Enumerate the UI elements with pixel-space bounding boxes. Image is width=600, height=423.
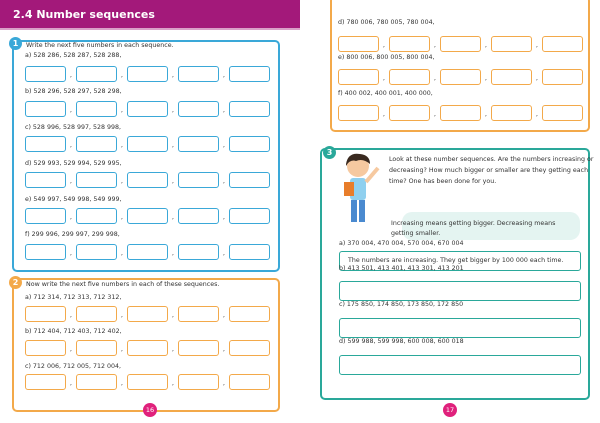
comma-separator: , xyxy=(172,72,174,79)
tip-line: Increasing means getting bigger. Decreasing means xyxy=(391,220,556,227)
answer-box[interactable] xyxy=(76,172,117,188)
answer-box[interactable] xyxy=(25,101,66,117)
answer-box[interactable] xyxy=(25,306,66,322)
answer-box[interactable] xyxy=(178,244,219,260)
comma-separator: , xyxy=(383,75,385,82)
sequence-label: d) 599 988, 599 998, 600 008, 600 018 xyxy=(339,338,464,345)
comma-separator: , xyxy=(434,111,436,118)
answer-field[interactable] xyxy=(339,355,581,375)
sequence-label: f) 400 002, 400 001, 400 000, xyxy=(338,90,433,97)
answer-box[interactable] xyxy=(127,66,168,82)
answer-box[interactable] xyxy=(338,69,379,85)
comma-separator: , xyxy=(172,214,174,221)
question-3-instruction xyxy=(389,154,593,187)
sequence-label: d) 529 993, 529 994, 529 995, xyxy=(25,160,122,167)
answer-box[interactable] xyxy=(25,172,66,188)
comma-separator: , xyxy=(70,142,72,149)
boy-character-illustration xyxy=(338,152,383,227)
page-number-left: 16 xyxy=(143,403,157,417)
comma-separator: , xyxy=(70,380,72,387)
comma-separator: , xyxy=(485,111,487,118)
answer-box[interactable] xyxy=(25,340,66,356)
instruction-line: Look at these number sequences. Are the numbers increasing or xyxy=(389,156,594,163)
answer-box[interactable] xyxy=(25,66,66,82)
answer-box[interactable] xyxy=(338,105,379,121)
answer-box[interactable] xyxy=(25,208,66,224)
sequence-label: a) 712 314, 712 313, 712 312, xyxy=(25,294,122,301)
answer-box[interactable] xyxy=(178,136,219,152)
comma-separator: , xyxy=(223,178,225,185)
answer-box[interactable] xyxy=(229,340,270,356)
answer-box[interactable] xyxy=(178,306,219,322)
comma-separator: , xyxy=(172,178,174,185)
sequence-label: e) 549 997, 549 998, 549 999, xyxy=(25,196,122,203)
comma-separator: , xyxy=(172,142,174,149)
sequence-label: c) 712 006, 712 005, 712 004, xyxy=(25,363,122,370)
comma-separator: , xyxy=(172,250,174,257)
sequence-label: a) 370 004, 470 004, 570 004, 670 004 xyxy=(339,240,464,247)
comma-separator: , xyxy=(223,107,225,114)
answer-text: The numbers are increasing. They get bigger by 100 000 each time. xyxy=(348,257,564,264)
answer-box[interactable] xyxy=(229,136,270,152)
answer-box[interactable] xyxy=(76,101,117,117)
comma-separator: , xyxy=(223,380,225,387)
answer-box[interactable] xyxy=(76,244,117,260)
answer-box[interactable] xyxy=(127,101,168,117)
comma-separator: , xyxy=(485,42,487,49)
comma-separator: , xyxy=(70,250,72,257)
answer-box[interactable] xyxy=(178,208,219,224)
answer-box[interactable] xyxy=(25,136,66,152)
comma-separator: , xyxy=(536,111,538,118)
sequence-label: b) 528 296, 528 297, 528 298, xyxy=(25,88,122,95)
answer-box[interactable] xyxy=(542,69,583,85)
sequence-label: b) 712 404, 712 403, 712 402, xyxy=(25,328,122,335)
answer-box[interactable] xyxy=(76,306,117,322)
question-2-number: 2 xyxy=(9,276,22,289)
comma-separator: , xyxy=(172,380,174,387)
answer-box[interactable] xyxy=(389,105,430,121)
answer-box[interactable] xyxy=(76,340,117,356)
question-2-instruction: Now write the next five numbers in each of these sequences. xyxy=(26,281,220,288)
tip-text xyxy=(391,219,555,239)
answer-box[interactable] xyxy=(76,136,117,152)
answer-box[interactable] xyxy=(229,172,270,188)
comma-separator: , xyxy=(485,75,487,82)
sequence-label: a) 528 286, 528 287, 528 288, xyxy=(25,52,122,59)
answer-box[interactable] xyxy=(127,374,168,390)
answer-box[interactable] xyxy=(25,244,66,260)
answer-box[interactable] xyxy=(229,101,270,117)
answer-box[interactable] xyxy=(338,36,379,52)
comma-separator: , xyxy=(172,312,174,319)
answer-box[interactable] xyxy=(127,244,168,260)
answer-box[interactable] xyxy=(127,306,168,322)
comma-separator: , xyxy=(70,178,72,185)
answer-box[interactable] xyxy=(440,105,481,121)
answer-box[interactable] xyxy=(76,374,117,390)
comma-separator: , xyxy=(434,42,436,49)
answer-box[interactable] xyxy=(229,66,270,82)
comma-separator: , xyxy=(172,107,174,114)
question-3-number: 3 xyxy=(323,146,336,159)
answer-box[interactable] xyxy=(440,36,481,52)
instruction-line: time? One has been done for you. xyxy=(389,178,497,185)
answer-box[interactable] xyxy=(491,69,532,85)
answer-field[interactable] xyxy=(339,281,581,301)
sequence-label: f) 299 996, 299 997, 299 998, xyxy=(25,231,120,238)
answer-box[interactable] xyxy=(229,244,270,260)
comma-separator: , xyxy=(223,142,225,149)
sequence-label: c) 175 850, 174 850, 173 850, 172 850 xyxy=(339,301,464,308)
answer-box[interactable] xyxy=(127,208,168,224)
comma-separator: , xyxy=(536,75,538,82)
answer-box[interactable] xyxy=(178,340,219,356)
answer-box[interactable] xyxy=(440,69,481,85)
comma-separator: , xyxy=(434,75,436,82)
comma-separator: , xyxy=(383,42,385,49)
comma-separator: , xyxy=(70,107,72,114)
comma-separator: , xyxy=(121,142,123,149)
page-number-right: 17 xyxy=(443,403,457,417)
comma-separator: , xyxy=(70,72,72,79)
answer-box[interactable] xyxy=(25,374,66,390)
sequence-label: e) 800 006, 800 005, 800 004, xyxy=(338,54,435,61)
instruction-line: decreasing? How much bigger or smaller are they getting each xyxy=(389,167,589,174)
answer-box[interactable] xyxy=(178,101,219,117)
sequence-label: b) 413 501, 413 401, 413 301, 413 201 xyxy=(339,265,464,272)
comma-separator: , xyxy=(536,42,538,49)
comma-separator: , xyxy=(121,72,123,79)
comma-separator: , xyxy=(121,107,123,114)
answer-box[interactable] xyxy=(491,36,532,52)
answer-box[interactable] xyxy=(389,69,430,85)
comma-separator: , xyxy=(223,312,225,319)
answer-box[interactable] xyxy=(229,306,270,322)
answer-box[interactable] xyxy=(389,36,430,52)
tip-line: getting smaller. xyxy=(391,230,441,237)
answer-box[interactable] xyxy=(76,208,117,224)
section-title: 2.4 Number sequences xyxy=(13,8,155,21)
comma-separator: , xyxy=(383,111,385,118)
answer-box[interactable] xyxy=(76,66,117,82)
question-1-number: 1 xyxy=(9,37,22,50)
comma-separator: , xyxy=(121,346,123,353)
answer-box[interactable] xyxy=(542,36,583,52)
comma-separator: , xyxy=(70,214,72,221)
comma-separator: , xyxy=(172,346,174,353)
comma-separator: , xyxy=(121,380,123,387)
comma-separator: , xyxy=(223,346,225,353)
sequence-label: c) 528 996, 528 997, 528 998, xyxy=(25,124,122,131)
section-header xyxy=(0,0,300,30)
comma-separator: , xyxy=(121,250,123,257)
comma-separator: , xyxy=(121,178,123,185)
answer-box[interactable] xyxy=(178,66,219,82)
answer-box[interactable] xyxy=(127,340,168,356)
comma-separator: , xyxy=(223,214,225,221)
answer-box[interactable] xyxy=(542,105,583,121)
answer-field[interactable] xyxy=(339,318,581,338)
sequence-label: d) 780 006, 780 005, 780 004, xyxy=(338,19,435,26)
answer-box[interactable] xyxy=(178,172,219,188)
answer-box[interactable] xyxy=(229,374,270,390)
question-1-instruction: Write the next five numbers in each sequence. xyxy=(26,42,174,49)
answer-box[interactable] xyxy=(127,136,168,152)
comma-separator: , xyxy=(223,250,225,257)
comma-separator: , xyxy=(70,346,72,353)
answer-box[interactable] xyxy=(491,105,532,121)
answer-box[interactable] xyxy=(229,208,270,224)
comma-separator: , xyxy=(70,312,72,319)
answer-box[interactable] xyxy=(127,172,168,188)
comma-separator: , xyxy=(223,72,225,79)
comma-separator: , xyxy=(121,214,123,221)
comma-separator: , xyxy=(121,312,123,319)
answer-box[interactable] xyxy=(178,374,219,390)
